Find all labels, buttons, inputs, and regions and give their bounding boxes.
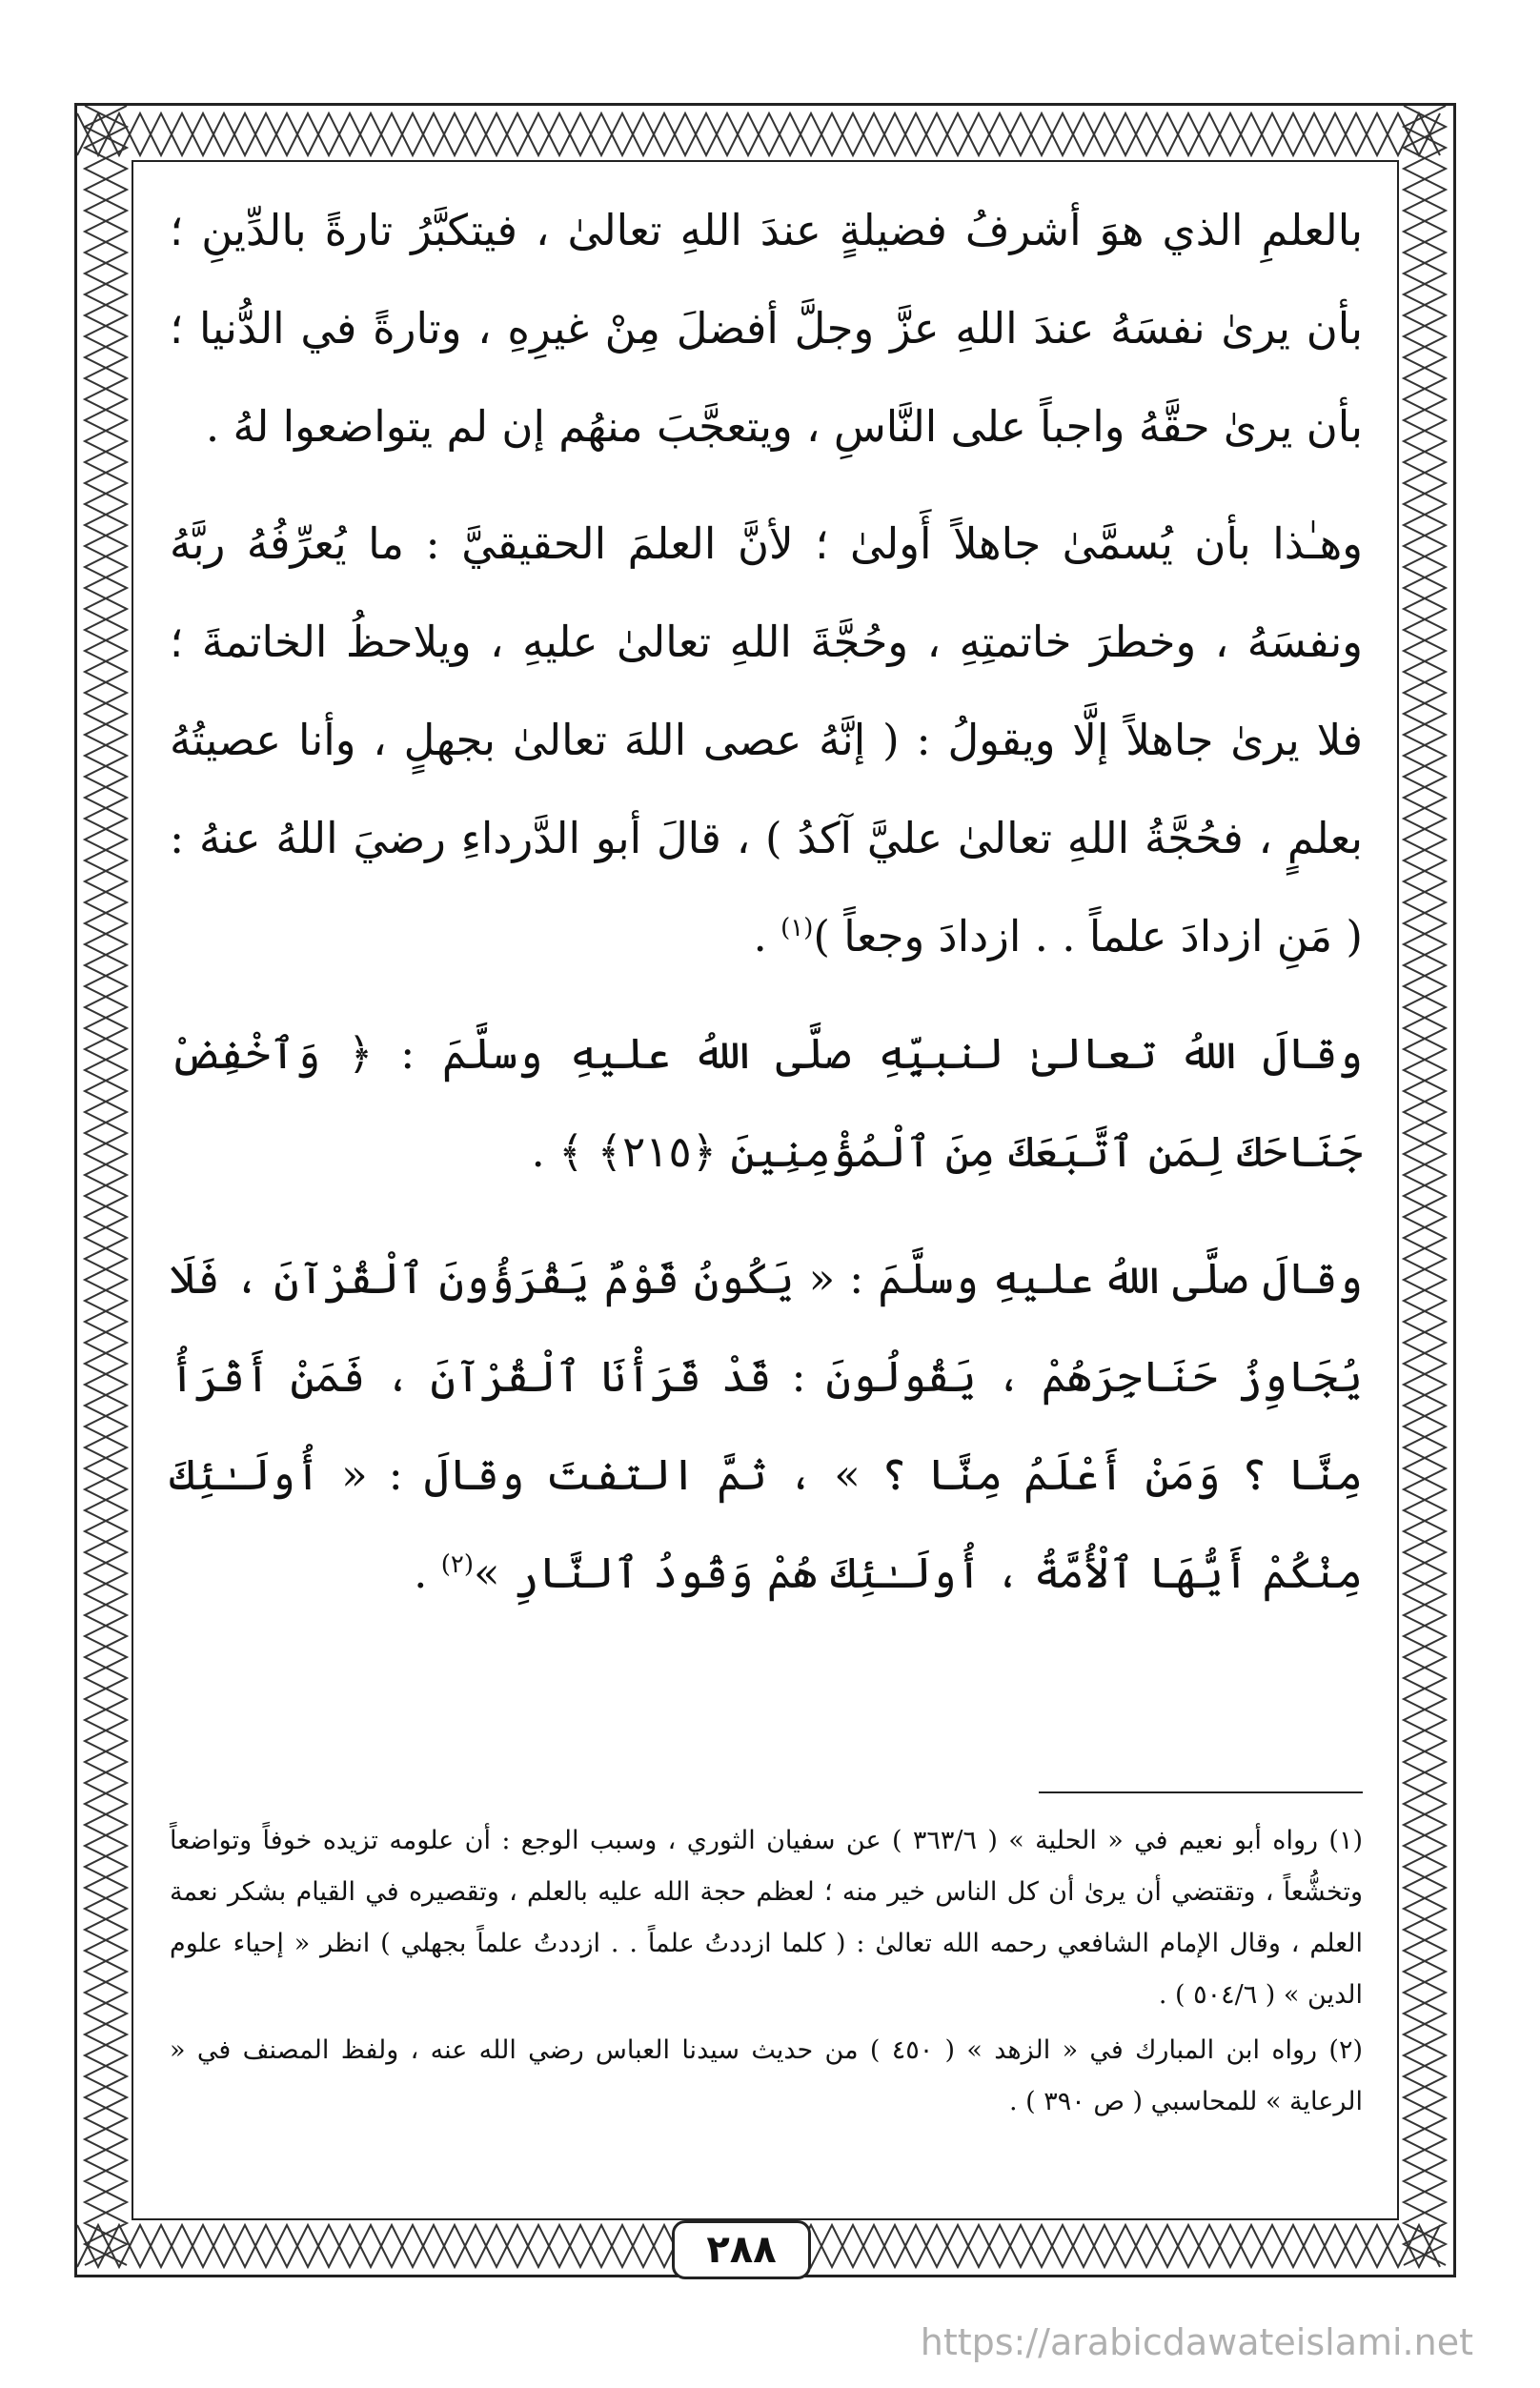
frame-border-left bbox=[77, 106, 134, 2275]
paragraph-3-quran-verse: وقالَ اللهُ تعالىٰ لنبيِّهِ صلَّى اللهُ عليهِ وسلَّمَ : ﴿ وَٱخْفِضْ جَنَاحَكَ لِمَنِ ٱتَّبَعَكَ مِنَ ٱلْمُؤْمِنِينَ ﴿٢١٥﴾ ﴾ . bbox=[170, 1028, 1364, 1177]
main-text bbox=[170, 181, 1363, 1641]
footnote-separator bbox=[1039, 1791, 1363, 1793]
paragraph-1: بالعلمِ الذي هوَ أشرفُ فضيلةٍ عندَ اللهِ تعالىٰ ، فيتكبَّرُ تارةً بالدِّينِ ؛ بأن يرىٰ نفسَهُ عندَ اللهِ عزَّ وجلَّ أفضلَ مِنْ غيرِهِ ، وتارةً في الدُّنيا ؛ بأن يرىٰ حقَّهُ واجباً على النَّاسِ ، ويتعجَّبَ منهُم إن لم يتواضعوا لهُ . bbox=[170, 205, 1363, 452]
paragraph-4-hadith: وقالَ صلَّى اللهُ عليهِ وسلَّمَ : « يَكُونُ قَوْمٌ يَقْرَؤُونَ ٱلْقُرْآنَ ، فَلَا يُجَاوِزُ حَنَاجِرَهُمْ ، يَقُولُونَ : قَدْ قَرَأْنَا ٱلْقُرْآنَ ، فَمَنْ أَقْرَأُ مِنَّا ؟ وَمَنْ أَعْلَمُ مِنَّا ؟ » ، ثمَّ التفتَ وقالَ : « أُولَـٰئِكَ مِنْكُمْ أَيُّهَا ٱلْأُمَّةُ ، أُولَـٰئِكَ هُمْ وَقُودُ ٱلنَّارِ »$^{(٢)}$ . bbox=[170, 1253, 1363, 1598]
footnote-ref-1[interactable]: (١) bbox=[780, 914, 814, 942]
footnotes bbox=[170, 1815, 1363, 2132]
paragraph-2-text: وهـٰذا بأن يُسمَّىٰ جاهلاً أَولىٰ ؛ لأنَّ العلمَ الحقيقيَّ : ما يُعرِّفُهُ ربَّهُ ونفسَهُ ، وخطرَ خاتمتِهِ ، وحُجَّةَ اللهِ تعالىٰ عليهِ ، ويلاحظُ الخاتمةَ ؛ فلا يرىٰ جاهلاً إلَّا ويقولُ : ( إنَّهُ عصى اللهَ تعالىٰ بجهلٍ ، وأنا عصيتُهُ بعلمٍ ، فحُجَّةُ اللهِ تعالىٰ عليَّ آكدُ ) ، قالَ أبو الدَّرداءِ رضيَ اللهُ عنهُ : ( مَنِ ازدادَ علماً . . ازدادَ وجعاً ) bbox=[170, 518, 1363, 961]
footnote-2: (٢) رواه ابن المبارك في « الزهد » ( ٤٥٠ ) من حديث سيدنا العباس رضي الله عنه ، ولفظ المصنف في « الرعاية » للمحاسبي ( ص ٣٩٠ ) . bbox=[170, 2035, 1363, 2116]
paragraph-2: وهـٰذا بأن يُسمَّىٰ جاهلاً أَولىٰ ؛ لأنَّ العلمَ الحقيقيَّ : ما يُعرِّفُهُ ربَّهُ ونفسَهُ ، وخطرَ خاتمتِهِ ، وحُجَّةَ اللهِ تعالىٰ عليهِ ، ويلاحظُ الخاتمةَ ؛ فلا يرىٰ جاهلاً إلَّا ويقولُ : ( إنَّهُ عصى اللهَ تعالىٰ بجهلٍ ، وأنا عصيتُهُ بعلمٍ ، فحُجَّةُ اللهِ تعالىٰ عليَّ آكدُ ) ، قالَ أبو الدَّرداءِ رضيَ اللهُ عنهُ : ( مَنِ ازدادَ علماً . . ازدادَ وجعاً )$^{(١)}$ . bbox=[170, 518, 1363, 961]
footnote-1: (١) رواه أبو نعيم في « الحلية » ( ٣٦٣/٦ ) عن سفيان الثوري ، وسبب الوجع : أن علومه تزيده خوفاً وتواضعاً وتخشُّعاً ، وتقتضي أن يرىٰ أن كل الناس خير منه ؛ لعظم حجة الله عليه بالعلم ، وتقصيره في القيام بشكر نعمة العلم ، وقال الإمام الشافعي رحمه الله تعالىٰ : ( كلما ازددتُ علماً . . ازددتُ علماً بجهلي ) انظر « إحياء علوم الدين » ( ٥٠٤/٦ ) . bbox=[170, 1826, 1363, 2010]
frame-border-top bbox=[77, 106, 1453, 163]
page-number: ٢٨٨ bbox=[672, 2220, 811, 2279]
paragraph-4-text: وقالَ صلَّى اللهُ عليهِ وسلَّمَ : « يَكُونُ قَوْمٌ يَقْرَؤُونَ ٱلْقُرْآنَ ، فَلَا يُجَاوِزُ حَنَاجِرَهُمْ ، يَقُولُونَ : قَدْ قَرَأْنَا ٱلْقُرْآنَ ، فَمَنْ أَقْرَأُ مِنَّا ؟ وَمَنْ أَعْلَمُ مِنَّا ؟ » ، ثمَّ التفتَ وقالَ : « أُولَـٰئِكَ مِنْكُمْ أَيُّهَا ٱلْأُمَّةُ ، أُولَـٰئِكَ هُمْ وَقُودُ ٱلنَّارِ » bbox=[170, 1253, 1363, 1598]
frame-border-right bbox=[1396, 106, 1453, 2275]
footnote-ref-2[interactable]: (٢) bbox=[440, 1550, 475, 1579]
watermark-url: https://arabicdawateislami.net bbox=[920, 2321, 1473, 2363]
